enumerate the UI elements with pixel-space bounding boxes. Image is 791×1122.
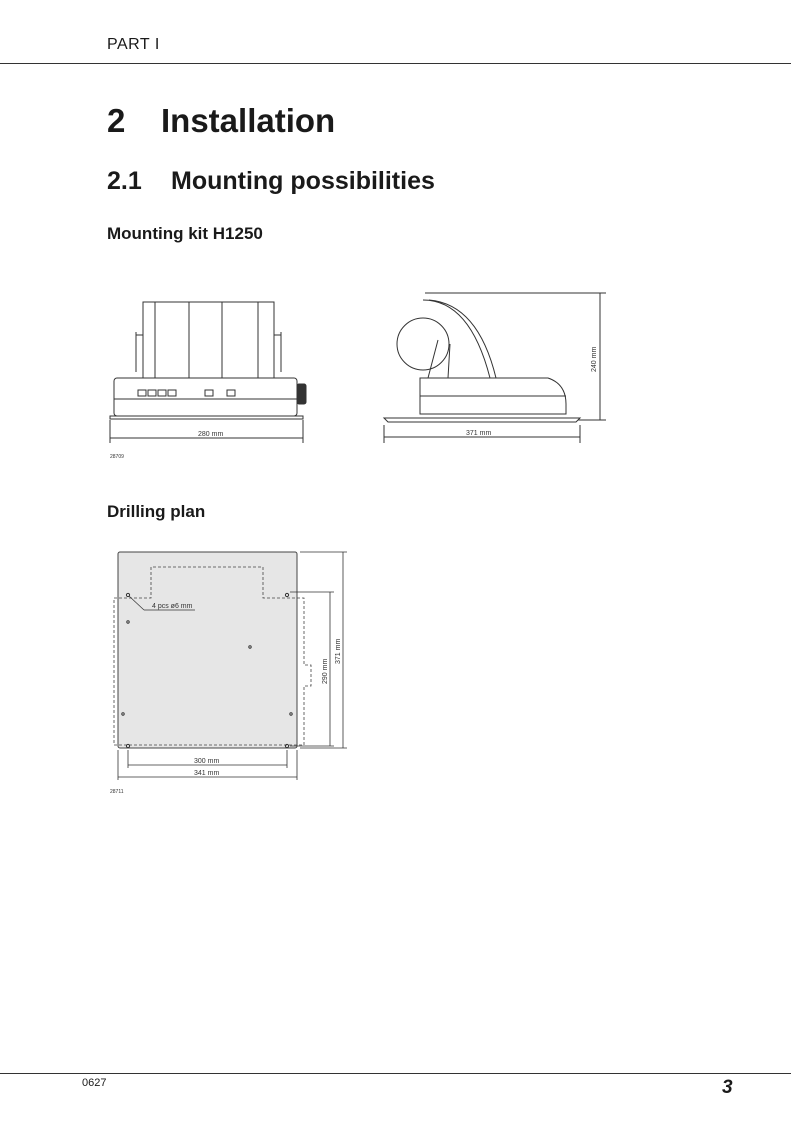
height-inner-dim-label: 290 mm	[322, 658, 329, 684]
section-title: Mounting possibilities	[171, 167, 435, 195]
page-number: 3	[722, 1077, 733, 1098]
footer-code: 0627	[82, 1077, 107, 1089]
front-width-dim-label: 280 mm	[198, 431, 224, 438]
drilling-plan-figure-code: 28711	[110, 789, 124, 795]
height-outer-dim-label: 371 mm	[335, 638, 342, 664]
header-part-label: PART I	[107, 36, 160, 53]
holes-label: 4 pcs ø6 mm	[152, 603, 193, 610]
drilling-plan-heading: Drilling plan	[107, 502, 206, 521]
mounting-kit-figure-code: 28709	[110, 454, 124, 460]
section-number: 2.1	[107, 167, 142, 195]
width-outer-dim-label: 341 mm	[194, 770, 220, 777]
mounting-kit-heading: Mounting kit H1250	[107, 224, 263, 243]
footer-rule	[0, 1073, 791, 1074]
chapter-number: 2	[107, 102, 126, 139]
side-height-dim-label: 240 mm	[591, 346, 598, 372]
chapter-title: Installation	[161, 102, 336, 139]
drilling-plate	[114, 552, 311, 748]
width-inner-dim-label: 300 mm	[194, 758, 220, 765]
side-depth-dim-label: 371 mm	[466, 430, 492, 437]
